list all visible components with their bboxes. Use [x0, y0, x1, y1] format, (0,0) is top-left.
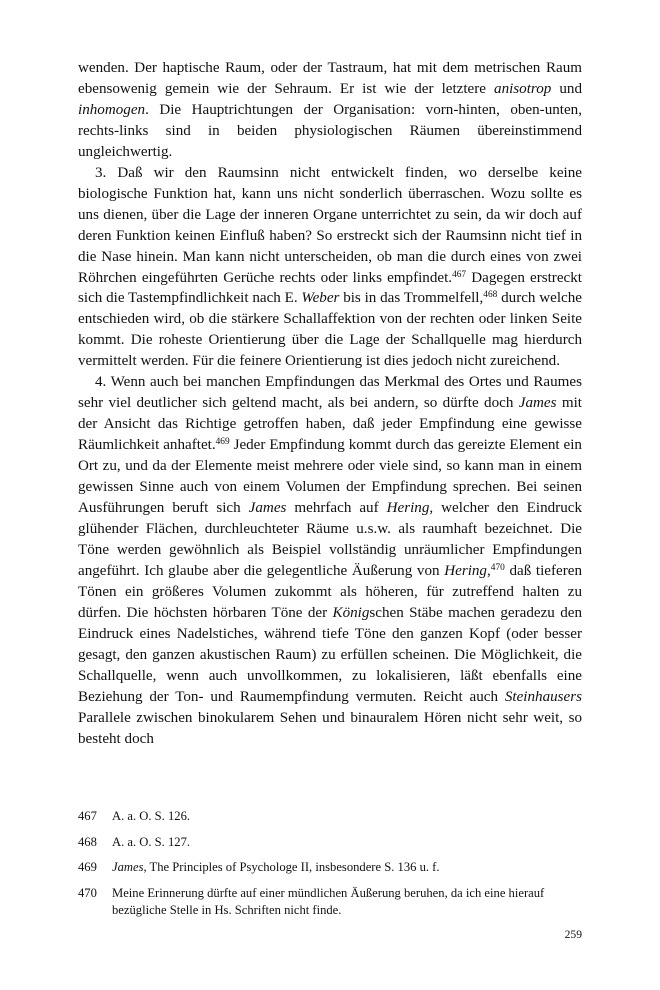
- italic-run: James: [248, 500, 287, 517]
- footnote-reference: 469: [215, 437, 230, 448]
- body-text-block: [78, 58, 582, 749]
- italic-run: anisotrop: [494, 80, 552, 97]
- footnote-text: A. a. O. S. 126.: [112, 809, 191, 823]
- paragraph-continued: wenden. Der haptische Raum, oder der Tastraum, hat mit dem metrischen Raum ebensowenig gemein wie der Sehraum. Er ist wie der letztere anisotrop und inhomogen. Die Hauptrichtungen der Organisation: vorn-hinten, oben-unten, rechts-links sind in beiden physiologischen Räumen übereinstimmend ungleichwertig.: [78, 60, 582, 160]
- footnote-reference: 470: [490, 563, 505, 574]
- paragraph-3: 3. Daß wir den Raumsinn nicht entwickelt finden, wo derselbe keine biologische Funktion hat, kann uns nicht sonderlich überraschen. Wozu sollte es uns dienen, über die Lage der inneren Organe unterrichtet zu sein, da wir doch auf deren Funktion keinen Einfluß haben? So erstreckt sich der Raumsinn nicht tief in die Nase hinein. Man kann nicht unterscheiden, ob man die durch eines von zwei Röhrchen eingeführten Gerüche rechts oder links empfindet.$^{467}$ Dagegen erstreckt sich die Tastempfindlichkeit nach E. Weber bis in das Trommelfell,$^{468}$ durch welche entschieden wird, ob die stärkere Schallaffektion von der rechten oder linken Seite kommt. Die roheste Orientierung über die Lage der Schallquelle mag hierdurch vermittelt werden. Für die feinere Orientierung ist dies jedoch nicht zureichend.: [78, 164, 582, 370]
- footnote-number: 467: [78, 809, 97, 823]
- italic-run: Hering: [444, 562, 487, 579]
- footnote-number: 468: [78, 834, 97, 849]
- italic-run: James: [112, 860, 144, 875]
- italic-run: König: [332, 604, 370, 621]
- italic-run: inhomogen: [78, 101, 146, 118]
- footnote-467: [78, 808, 582, 825]
- italic-run: James: [518, 395, 557, 412]
- footnote-470: [78, 885, 582, 919]
- footnote-reference: 468: [483, 290, 498, 301]
- footnote-text: James, The Principles of Psychologe II, insbesondere S. 136 u. f.: [112, 860, 440, 875]
- italic-run: Hering: [386, 500, 430, 517]
- paragraph-4: 4. Wenn auch bei manchen Empfindungen das Merkmal des Ortes und Raumes sehr viel deutlicher sich geltend macht, als bei andern, so dürfte doch James mit der Ansicht das Richtige getroffen haben, daß jeder Empfindung eine gewisse Räumlichkeit anhaftet.$^{469}$ Jeder Empfindung kommt durch das gereizte Element ein Ort zu, und da der Elemente meist mehrere oder viele sind, so kann man in einem gewissen Sinne auch von einem Volumen der Empfindung sprechen. Bei seinen Ausführungen beruft sich James mehrfach auf Hering, welcher den Eindruck glühender Flächen, durchleuchteter Räume u.s.w. als raumhaft bezeichnet. Die Töne werden gewöhnlich als Beispiel vollständig unräumlicher Empfindungen angeführt. Ich glaube aber die gelegentliche Äußerung von Hering,$^{470}$ daß tieferen Tönen ein größeres Volumen zukommt als höheren, für zutreffend halten zu dürfen. Die höchsten hörbaren Töne der Königschen Stäbe machen geradezu den Eindruck eines Nadelstiches, während tiefe Töne den ganzen Kopf (oder besser gesagt, den ganzen akustischen Raum) zu erfüllen scheinen. Die Möglichkeit, die Schallquelle, wenn auch unvollkommen, zu lokalisieren, läßt ebenfalls eine Beziehung der Ton- und Raumempfindung vermuten. Reicht auch Steinhausers Parallele zwischen binokularem Sehen und binauralem Hören nicht sehr weit, so besteht doch: [78, 374, 583, 747]
- page-number: 259: [564, 928, 582, 941]
- italic-run: Steinhausers: [504, 688, 582, 705]
- footnote-text: A. a. O. S. 127.: [112, 834, 191, 849]
- footnote-text: Meine Erinnerung dürfte auf einer mündlichen Äußerung beruhen, da ich eine hierauf bezügliche Stelle in Hs. Schriften nicht finde.: [112, 885, 545, 917]
- footnote-number: 469: [78, 860, 97, 875]
- footnote-number: 470: [78, 885, 97, 900]
- footnote-block: [78, 808, 582, 919]
- footnote-469: [78, 859, 582, 876]
- footnote-468: [78, 834, 582, 851]
- footnote-reference: 467: [452, 269, 467, 280]
- italic-run: Weber: [301, 290, 340, 307]
